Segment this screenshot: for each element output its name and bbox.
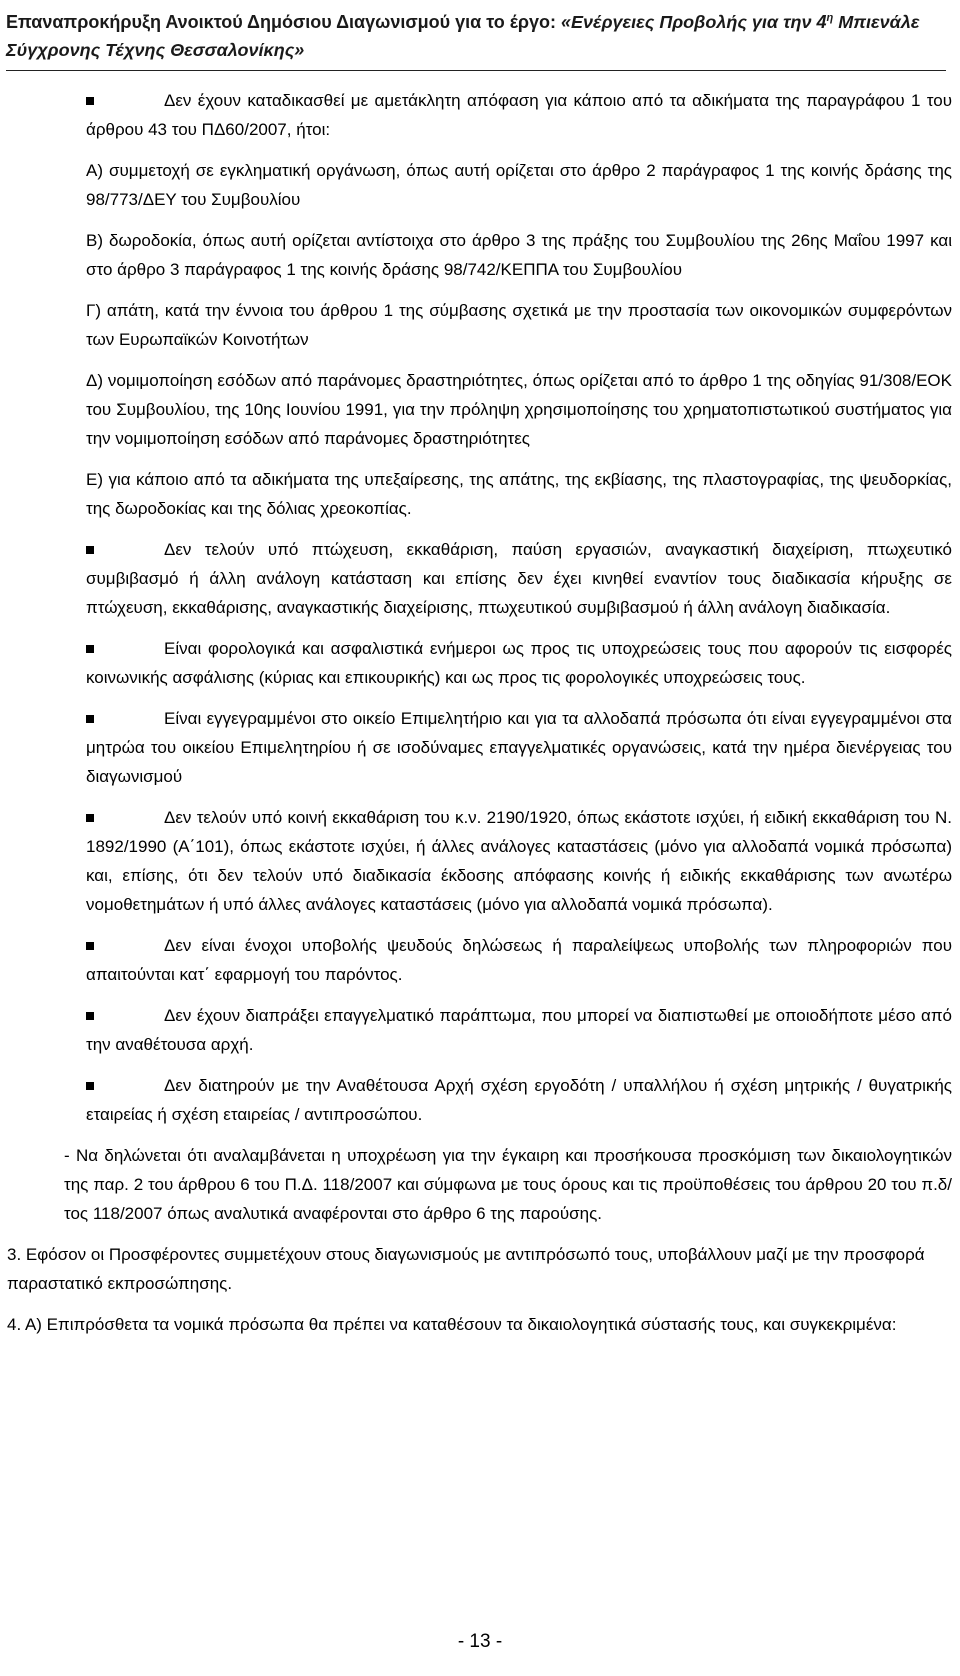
- paragraph-text: Δεν έχουν διαπράξει επαγγελματικό παράπτωμα, που μπορεί να διαπιστωθεί με οποιοδήποτε μέσο από την αναθέτουσα αρχή.: [86, 1006, 952, 1054]
- header-line-1-c: Μπιενάλε: [833, 12, 920, 32]
- document-header: [6, 4, 946, 71]
- header-line-1-sup: η: [826, 12, 834, 24]
- bullet-marker: [86, 645, 94, 653]
- bullet-paragraph: [86, 634, 952, 692]
- paragraph: Ε) για κάποιο από τα αδικήματα της υπεξαίρεσης, της απάτης, της εκβίασης, της πλαστογραφίας, της ψευδορκίας, της δωροδοκίας και της δόλιας χρεοκοπίας.: [86, 470, 952, 518]
- numbered-paragraph-3: 3. Εφόσον οι Προσφέροντες συμμετέχουν στους διαγωνισμούς με αντιπρόσωπό τους, υποβάλλουν μαζί με την προσφορά παραστατικό εκπροσώπησης.: [7, 1245, 925, 1293]
- paragraph-text: Δεν είναι ένοχοι υποβολής ψευδούς δηλώσεως ή παραλείψεως υποβολής των πληροφοριών που απαιτούνται κατ΄ εφαρμογή του παρόντος.: [86, 936, 952, 984]
- bullet-paragraph: [86, 86, 952, 144]
- header-line-1-a: Επαναπροκήρυξη Ανοικτού Δημόσιου Διαγωνισμού για το έργο:: [6, 12, 561, 32]
- header-line-2: Σύγχρονης Τέχνης Θεσσαλονίκης»: [6, 40, 305, 60]
- paragraph: Α) συμμετοχή σε εγκληματική οργάνωση, όπως αυτή ορίζεται στο άρθρο 2 παράγραφος 1 της κοινής δράσης της 98/773/ΔΕΥ του Συμβουλίου: [86, 161, 952, 209]
- bullet-paragraph: [86, 1001, 952, 1059]
- bullet-paragraph: [86, 1071, 952, 1129]
- paragraph-text: Δεν τελούν υπό πτώχευση, εκκαθάριση, παύση εργασιών, αναγκαστική διαχείριση, πτωχευτικό συμβιβασμό ή άλλη ανάλογη κατάσταση και επίσης δεν έχει κινηθεί εναντίον τους διαδικασία κήρυξης σε πτώχευση, εκκαθάρισης, αναγκαστικής διαχείρισης, πτωχευτικού συμβιβασμού ή άλλη ανάλογη διαδικασία.: [86, 540, 952, 617]
- bullet-paragraph: [86, 931, 952, 989]
- bullet-paragraph: [86, 535, 952, 622]
- paragraph-text: Δεν τελούν υπό κοινή εκκαθάριση του κ.ν. 2190/1920, όπως εκάστοτε ισχύει, ή ειδική εκκαθάριση του Ν. 1892/1990 (Α΄101), όπως εκάστοτε ισχύει, ή άλλες ανάλογες καταστάσεις (μόνο για αλλοδαπά νομικά πρόσωπα) και, επίσης, ότι δεν τελούν υπό διαδικασία έκδοσης απόφασης κοινής ή ειδικής εκκαθάρισης των ανωτέρω νομοθετημάτων ή υπό άλλες ανάλογες καταστάσεις (μόνο για αλλοδαπά νομικά πρόσωπα).: [86, 808, 952, 914]
- numbered-paragraph-4: 4. Α) Επιπρόσθετα τα νομικά πρόσωπα θα πρέπει να καταθέσουν τα δικαιολογητικά σύστασής τους, και συγκεκριμένα:: [7, 1315, 897, 1334]
- bullet-marker: [86, 546, 94, 554]
- bullet-marker: [86, 97, 94, 105]
- paragraph-text: Δεν διατηρούν με την Αναθέτουσα Αρχή σχέση εργοδότη / υπαλλήλου ή σχέση μητρικής / θυγατρικής εταιρείας ή σχέση εταιρείας / αντιπροσώπου.: [86, 1076, 952, 1124]
- paragraph-text: Είναι φορολογικά και ασφαλιστικά ενήμεροι ως προς τις υποχρεώσεις τους που αφορούν τις εισφορές κοινωνικής ασφάλισης (κύριας και επικουρικής) και ως προς τις φορολογικές υποχρεώσεις τους.: [86, 639, 952, 687]
- bullet-marker: [86, 715, 94, 723]
- bullet-marker: [86, 1012, 94, 1020]
- paragraph: Γ) απάτη, κατά την έννοια του άρθρου 1 της σύμβασης σχετικά με την προστασία των οικονομικών συμφερόντων των Ευρωπαϊκών Κοινοτήτων: [86, 301, 952, 349]
- bullet-marker: [86, 942, 94, 950]
- bullet-paragraph: [86, 803, 952, 919]
- bullet-paragraph: [86, 704, 952, 791]
- header-line-1-b: «Ενέργειες Προβολής για την 4: [561, 12, 827, 32]
- document-body: [7, 86, 952, 1351]
- header-line-1: [6, 4, 946, 36]
- bullet-marker: [86, 1082, 94, 1090]
- paragraph: Β) δωροδοκία, όπως αυτή ορίζεται αντίστοιχα στο άρθρο 3 της πράξης του Συμβουλίου της 26ης Μαΐου 1997 και στο άρθρο 3 παράγραφος 1 της κοινής δράσης 98/742/ΚΕΠΠΑ του Συμβουλίου: [86, 231, 952, 279]
- paragraph: Δ) νομιμοποίηση εσόδων από παράνομες δραστηριότητες, όπως ορίζεται από το άρθρο 1 της οδηγίας 91/308/ΕΟΚ του Συμβουλίου, της 10ης Ιουνίου 1991, για την πρόληψη χρησιμοποίησης του χρηματοπιστωτικού συστήματος για την νομιμοποίηση εσόδων από παράνομες δραστηριότητες: [86, 371, 952, 448]
- paragraph-text: Δεν έχουν καταδικασθεί με αμετάκλητη απόφαση για κάποιο από τα αδικήματα της παραγράφου 1 του άρθρου 43 του ΠΔ60/2007, ήτοι:: [86, 91, 952, 139]
- paragraph-text: Είναι εγγεγραμμένοι στο οικείο Επιμελητήριο και για τα αλλοδαπά πρόσωπα ότι είναι εγγεγραμμένοι στα μητρώα του οικείου Επιμελητηρίου ή σε ισοδύναμες επαγγελματικές οργανώσεις, κατά την ημέρα διενέργειας του διαγωνισμού: [86, 709, 952, 786]
- bullet-marker: [86, 814, 94, 822]
- page-number: - 13 -: [457, 1631, 503, 1652]
- dash-paragraph: - Να δηλώνεται ότι αναλαμβάνεται η υποχρέωση για την έγκαιρη και προσήκουσα προσκόμιση των δικαιολογητικών της παρ. 2 του άρθρου 6 του Π.Δ. 118/2007 και σύμφωνα με τους όρους και τις προϋποθέσεις του άρθρου 20 του π.δ/τος 118/2007 όπως αναλυτικά αναφέρονται στο άρθρο 6 της παρούσης.: [64, 1146, 952, 1223]
